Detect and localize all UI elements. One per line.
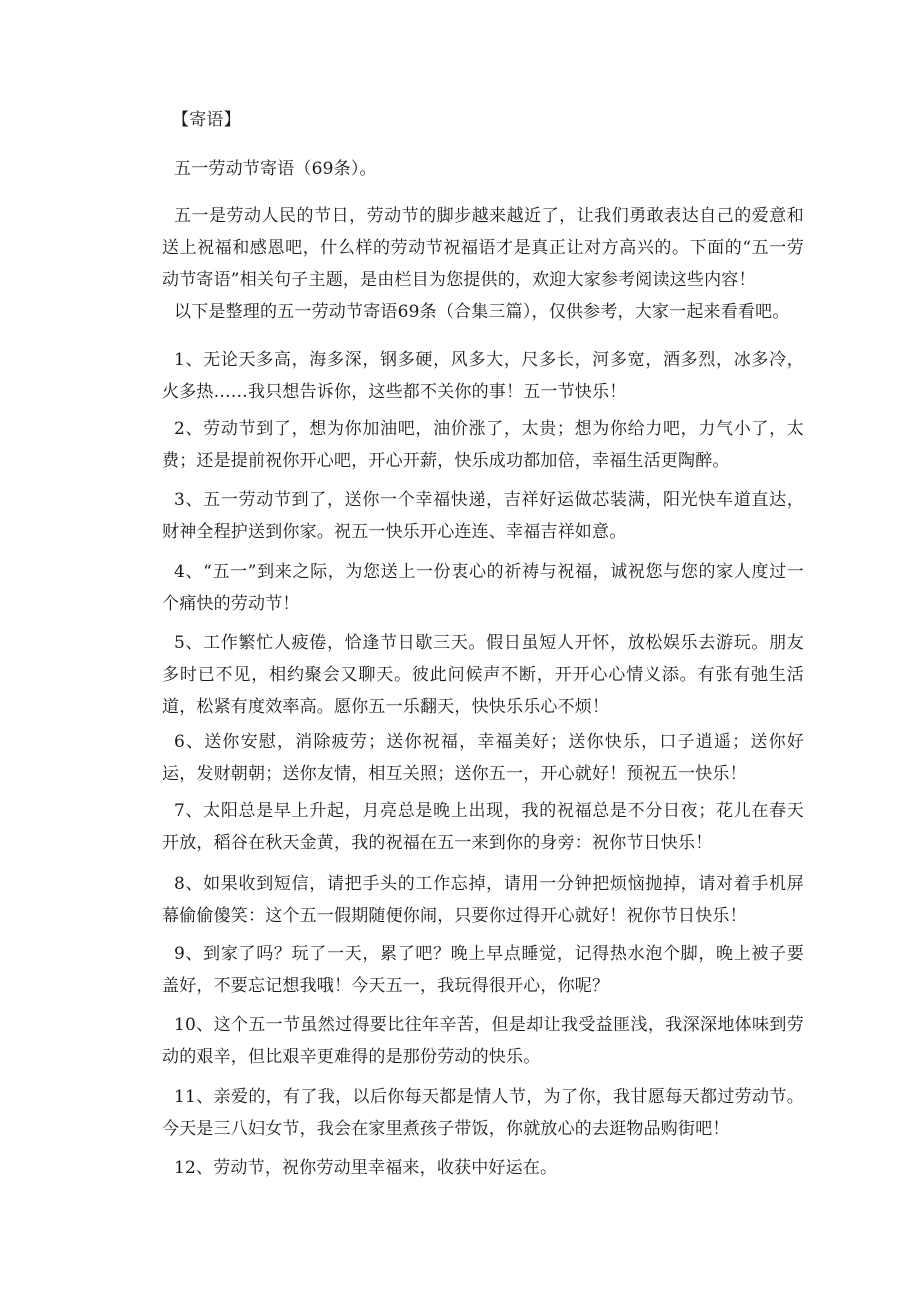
list-item: 8、如果收到短信，请把手头的工作忘掉，请用一分钟把烦恼抛掉，请对着手机屏幕偷偷傻笑：这个五一假期随便你闹，只要你过得开心就好！祝你节日快乐！ <box>162 874 804 926</box>
list-item: 5、工作繁忙人疲倦，恰逢节日歇三天。假日虽短人开怀，放松娱乐去游玩。朋友多时已不见，相约聚会又聊天。彼此问候声不断，开开心心情义添。有张有弛生活道，松紧有度效率高。愿你五一乐翻天，快快乐乐心不烦！ <box>162 633 804 717</box>
list-item: 1、无论天多高，海多深，钢多硬，风多大，尺多长，河多宽，酒多烈，冰多冷，火多热……我只想告诉你，这些都不关你的事！五一节快乐！ <box>162 350 804 402</box>
list-item: 9、到家了吗？玩了一天，累了吧？晚上早点睡觉，记得热水泡个脚，晚上被子要盖好，不要忘记想我哦！今天五一，我玩得很开心，你呢？ <box>162 944 804 996</box>
list-item: 11、亲爱的，有了我，以后你每天都是情人节，为了你，我甘愿每天都过劳动节。今天是三八妇女节，我会在家里煮孩子带饭，你就放心的去逛物品购街吧！ <box>162 1087 804 1139</box>
list-item: 4、“五一”到来之际，为您送上一份衷心的祈祷与祝福，诚祝您与您的家人度过一个痛快的劳动节！ <box>162 562 804 614</box>
list-item: 6、送你安慰，消除疲劳；送你祝福，幸福美好；送你快乐，口子逍遥；送你好运，发财朝朝；送你友情，相互关照；送你五一，开心就好！预祝五一快乐！ <box>162 732 804 784</box>
list-item: 12、劳动节，祝你劳动里幸福来，收获中好运在。 <box>174 1158 558 1178</box>
intro-paragraph: 五一是劳动人民的节日，劳动节的脚步越来越近了，让我们勇敢表达自己的爱意和送上祝福和感恩吧，什么样的劳动节祝福语才是真正让对方高兴的。下面的“五一劳动节寄语”相关句子主题，是由栏目为您提供的，欢迎大家参考阅读这些内容！ <box>162 206 804 290</box>
list-item: 10、这个五一节虽然过得要比往年辛苦，但是却让我受益匪浅，我深深地体味到劳动的艰辛，但比艰辛更难得的是那份劳动的快乐。 <box>162 1015 804 1067</box>
list-item: 2、劳动节到了，想为你加油吧，油价涨了，太贵；想为你给力吧，力气小了，太费；还是提前祝你开心吧，开心开薪，快乐成功都加倍，幸福生活更陶醉。 <box>162 419 804 471</box>
document-title: 五一劳动节寄语（69条）。 <box>174 159 377 179</box>
list-item: 7、太阳总是早上升起，月亮总是晚上出现，我的祝福总是不分日夜；花儿在春天开放，稻谷在秋天金黄，我的祝福在五一来到你的身旁：祝你节日快乐！ <box>162 801 804 853</box>
list-item: 3、五一劳动节到了，送你一个幸福快递，吉祥好运做芯装满，阳光快车道直达，财神全程护送到你家。祝五一快乐开心连连、幸福吉祥如意。 <box>162 490 804 542</box>
lead-paragraph: 以下是整理的五一劳动节寄语69条（合集三篇），仅供参考，大家一起来看看吧。 <box>174 302 790 322</box>
section-label: 【寄语】 <box>172 110 241 130</box>
